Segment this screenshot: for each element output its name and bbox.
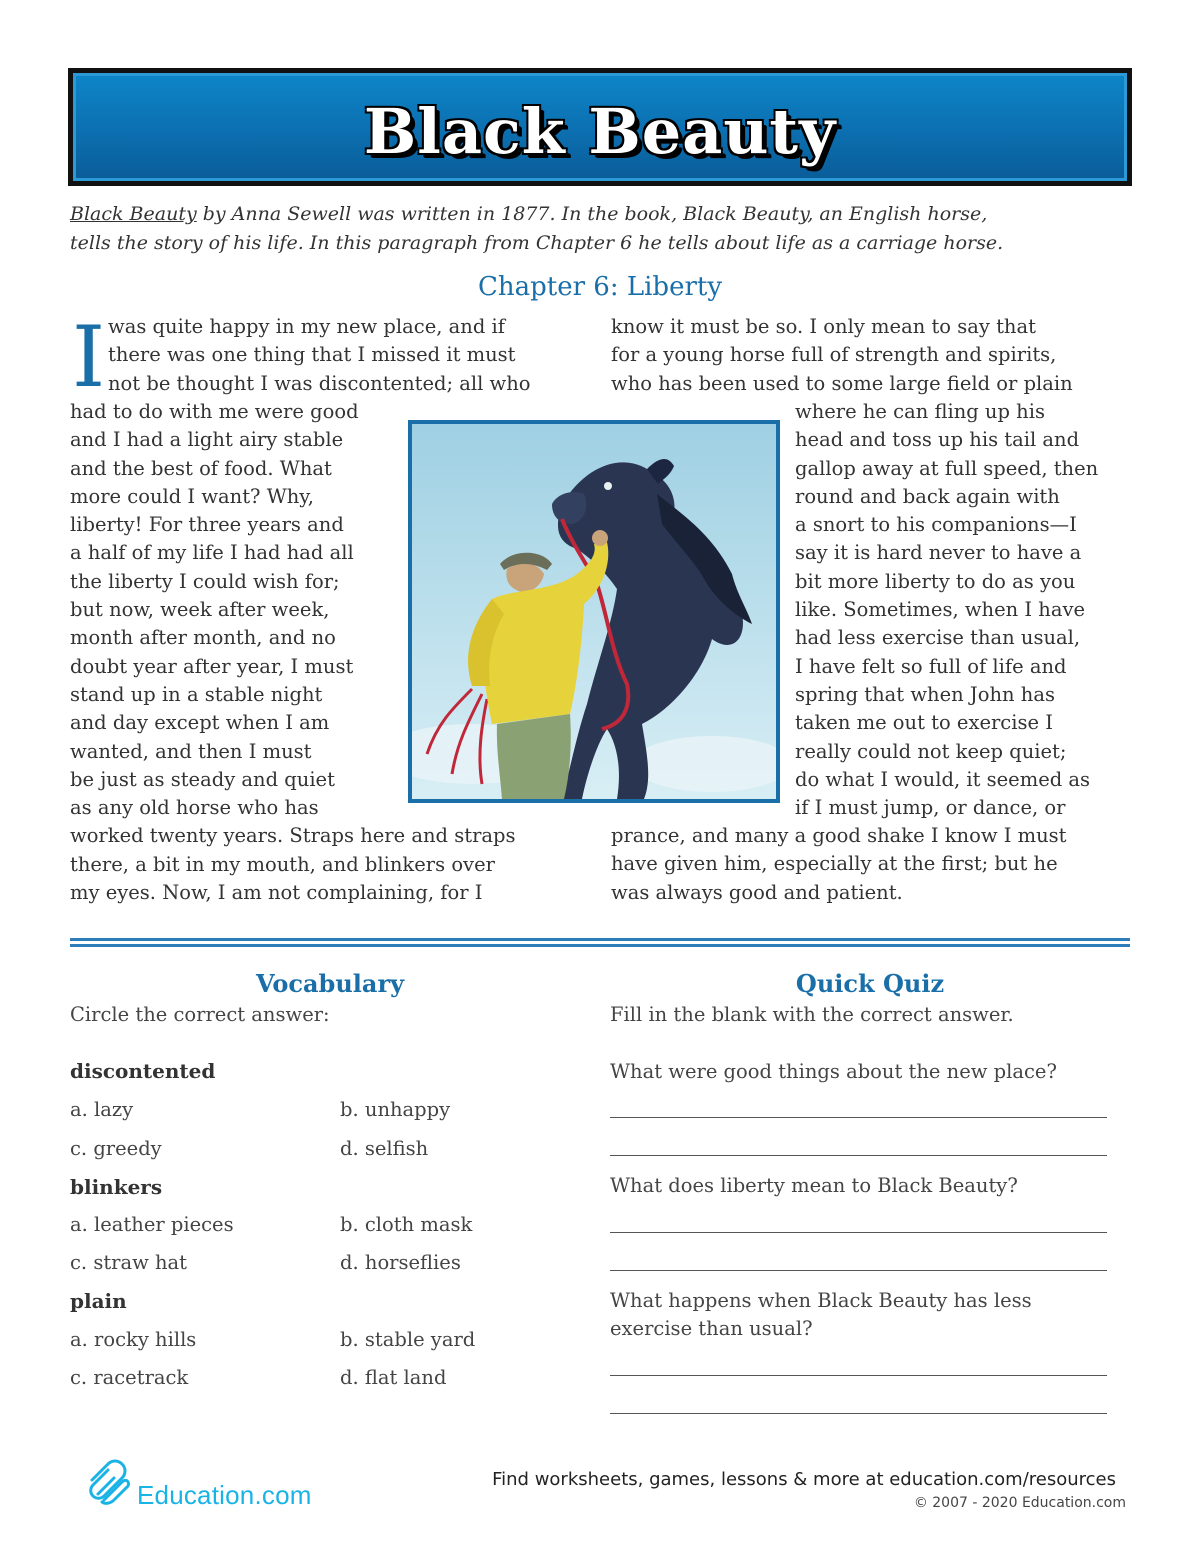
left-column-line: and the best of food. What — [70, 456, 332, 480]
quiz-question-3: What happens when Black Beauty has less exercise than usual? — [610, 1289, 1032, 1340]
left-column-line: my eyes. Now, I am not complaining, for I — [70, 881, 483, 905]
vocab-2-option-c[interactable]: c. straw hat — [70, 1251, 188, 1274]
title-banner — [68, 68, 1132, 186]
right-column-line: a snort to his companions—I — [795, 513, 1077, 537]
left-column-line: liberty! For three years and — [70, 513, 344, 537]
vocabulary-instruction: Circle the correct answer: — [70, 1003, 330, 1026]
vocab-word-3: plain — [70, 1289, 127, 1313]
right-column-bottom — [611, 822, 1067, 907]
left-column-line: more could I want? Why, — [70, 484, 314, 508]
quiz-1-answer-line-2[interactable] — [610, 1155, 1107, 1156]
quiz-title: Quick Quiz — [795, 969, 945, 998]
left-column-line: worked twenty years. Straps here and straps — [70, 824, 516, 848]
right-column-line: bit more liberty to do as you — [795, 569, 1076, 593]
section-divider-top — [70, 938, 1130, 941]
left-column-line: the liberty I could wish for; — [70, 569, 340, 593]
page-title: Black Beauty — [363, 95, 837, 168]
right-column-line: for a young horse full of strength and spirits, — [611, 343, 1057, 367]
left-column-line: be just as steady and quiet — [70, 767, 335, 791]
quiz-question-1: What were good things about the new place? — [610, 1060, 1057, 1083]
vocab-2-option-d[interactable]: d. horseflies — [340, 1251, 461, 1274]
right-column-line: was always good and patient. — [611, 880, 903, 904]
vocab-1-option-d[interactable]: d. selfish — [340, 1137, 429, 1160]
intro-line-1-rest: by Anna Sewell was written in 1877. In the book, Black Beauty, an English horse, — [196, 203, 988, 225]
vocab-word-1: discontented — [70, 1059, 216, 1083]
left-column-line: not be thought I was discontented; all who — [108, 371, 531, 395]
vocab-1-option-c[interactable]: c. greedy — [70, 1137, 162, 1160]
right-column-line: had less exercise than usual, — [795, 626, 1081, 650]
right-column-wrap — [795, 398, 1098, 822]
horse-and-man-illustration — [408, 420, 780, 803]
right-column-line: if I must jump, or dance, or — [795, 796, 1066, 820]
left-column-line: there was one thing that I missed it must — [108, 343, 516, 367]
right-column-line: gallop away at full speed, then — [795, 456, 1099, 480]
intro-paragraph — [70, 200, 1130, 258]
right-column-line: I have felt so full of life and — [795, 654, 1067, 678]
left-column-line: there, a bit in my mouth, and blinkers over — [70, 852, 495, 876]
left-column-line: stand up in a stable night — [70, 682, 323, 706]
left-column-line: a half of my life I had had all — [70, 541, 354, 565]
right-column-line: taken me out to exercise I — [795, 711, 1053, 735]
right-column-line: do what I would, it seemed as — [795, 767, 1091, 791]
vocab-word-2: blinkers — [70, 1175, 163, 1199]
book-title: Black Beauty — [70, 203, 197, 225]
quiz-2-answer-line-2[interactable] — [610, 1270, 1107, 1271]
left-column-line: wanted, and then I must — [70, 739, 312, 763]
section-divider-bottom — [70, 944, 1130, 947]
chapter-title: Chapter 6: Liberty — [477, 272, 723, 302]
left-column-line: and I had a light airy stable — [70, 428, 344, 452]
right-column-line: head and toss up his tail and — [795, 428, 1080, 452]
vocab-2-option-b[interactable]: b. cloth mask — [340, 1213, 473, 1236]
right-column-line: where he can fling up his — [795, 400, 1045, 423]
vocab-2-option-a[interactable]: a. leather pieces — [70, 1213, 234, 1236]
logo-svg — [84, 1458, 134, 1508]
paperclip-logo-icon[interactable] — [84, 1458, 134, 1512]
left-column-line: was quite happy in my new place, and if — [108, 315, 505, 338]
right-column-top — [611, 313, 1073, 398]
vocab-3-option-a[interactable]: a. rocky hills — [70, 1328, 197, 1351]
right-column-line: round and back again with — [795, 484, 1060, 508]
quiz-3-answer-line-1[interactable] — [610, 1375, 1107, 1376]
right-column-line: like. Sometimes, when I have — [795, 598, 1086, 622]
vocabulary-title: Vocabulary — [255, 969, 405, 998]
illustration-svg — [412, 424, 776, 799]
left-column-line: and day except when I am — [70, 711, 330, 735]
left-column-line: doubt year after year, I must — [70, 654, 354, 678]
vocab-1-option-b[interactable]: b. unhappy — [340, 1098, 451, 1121]
quiz-3-answer-line-2[interactable] — [610, 1413, 1107, 1414]
vocab-3-option-d[interactable]: d. flat land — [340, 1366, 447, 1389]
vocab-3-option-b[interactable]: b. stable yard — [340, 1328, 476, 1351]
right-column-line: know it must be so. I only mean to say that — [611, 315, 1036, 338]
left-column-line: month after month, and no — [70, 626, 336, 650]
left-column-line: as any old horse who has — [70, 796, 319, 820]
quiz-1-answer-line-1[interactable] — [610, 1117, 1107, 1118]
right-column-line: spring that when John has — [795, 682, 1055, 706]
right-column-line: prance, and many a good shake I know I must — [611, 824, 1067, 847]
quiz-2-answer-line-1[interactable] — [610, 1232, 1107, 1233]
vocab-1-option-a[interactable]: a. lazy — [70, 1098, 134, 1121]
right-column-line: have given him, especially at the first; but he — [611, 852, 1058, 876]
footer-copyright: © 2007 - 2020 Education.com — [913, 1495, 1126, 1511]
footer-tagline[interactable]: Find worksheets, games, lessons & more at education.com/resources — [492, 1469, 1116, 1490]
left-column-line: had to do with me were good — [70, 400, 359, 423]
intro-line-2: tells the story of his life. In this paragraph from Chapter 6 he tells about life as a carriage horse. — [70, 232, 1004, 254]
left-column-opening — [108, 313, 531, 398]
vocab-3-option-c[interactable]: c. racetrack — [70, 1366, 189, 1389]
quiz-question-2: What does liberty mean to Black Beauty? — [610, 1174, 1018, 1197]
left-column-line: but now, week after week, — [70, 598, 330, 622]
right-column-line: who has been used to some large field or plain — [611, 371, 1073, 395]
right-column-line: say it is hard never to have a — [795, 541, 1082, 565]
intro-line-1 — [70, 200, 1130, 229]
quiz-instruction: Fill in the blank with the correct answer. — [610, 1003, 1014, 1026]
logo-text[interactable]: Education.com — [137, 1480, 312, 1510]
right-column-line: really could not keep quiet; — [795, 739, 1067, 763]
drop-cap: I — [72, 308, 106, 406]
